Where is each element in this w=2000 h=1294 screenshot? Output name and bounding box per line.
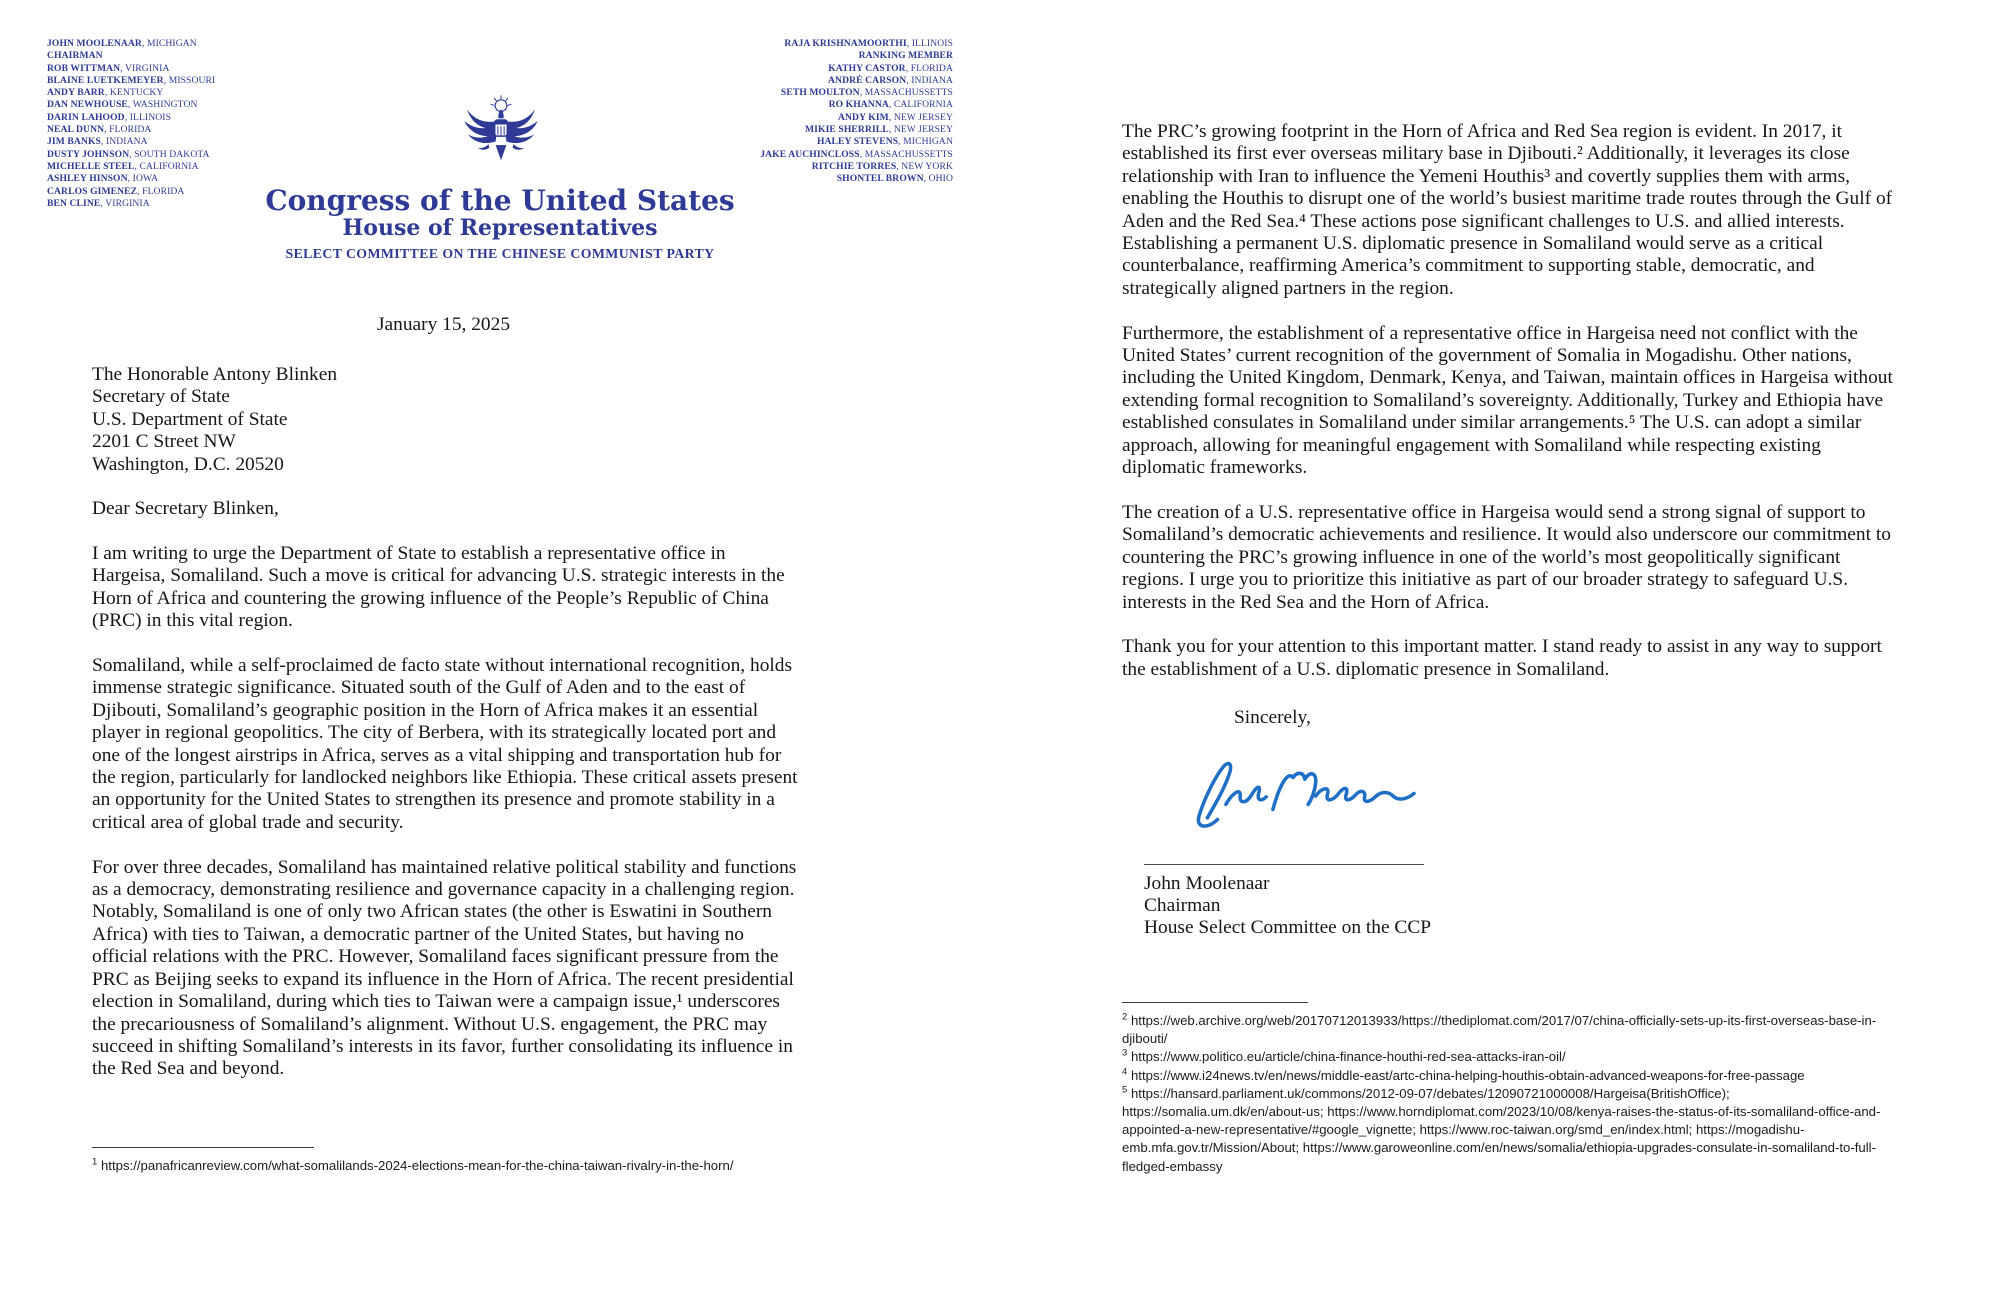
footnote-mark: 1 (92, 1156, 98, 1168)
member-name: RO KHANNA (828, 99, 889, 111)
member-name: JIM BANKS (47, 136, 101, 148)
footnote-text: https://www.politico.eu/article/china-finance-houthi-red-sea-attacks-iran-oil/ (1130, 1049, 1566, 1065)
member-name: BLAINE LUETKEMEYER (47, 74, 164, 86)
member-name: ASHLEY HINSON (47, 173, 128, 185)
member-name: BEN CLINE (47, 197, 101, 209)
recipient-line: 2201 C Street NW (92, 431, 236, 453)
member-row (760, 87, 953, 99)
signature-rule (1144, 864, 1424, 865)
footnotes-list (1122, 1012, 1897, 1176)
member-name: MIKIE SHERRILL (805, 124, 889, 136)
footnote (92, 1157, 882, 1175)
body-paragraph: Furthermore, the establishment of a representative office in Hargeisa need not conflict with the United States’ current recognition of the government of Somalia in Mogadishu. Other nations, including the United Kingdom, Denmark, Kenya, and Taiwan, maintain offices in Hargeisa without extending formal recognition to Somaliland’s sovereignty. Additionally, Turkey and Ethiopia have established consulates in Somaliland under similar arrangements.⁵ The U.S. can adopt a similar approach, allowing for meaningful engagement with Somaliland while respecting existing diplomatic frameworks. (1122, 322, 1893, 479)
body-paragraph: I am writing to urge the Department of State to establish a representative office in Hargeisa, Somaliland. Such a move is critical for advancing U.S. strategic interests in the Horn of Africa and countering the growing influence of the People’s Republic of China (PRC) in this vital region. (92, 543, 785, 632)
letter-page-2 (1000, 0, 2000, 1294)
footnote-text: https://www.i24news.tv/en/news/middle-east/artc-china-helping-houthis-obtain-advanced-weapons-for-free-passage (1130, 1067, 1805, 1083)
member-state: , MICHIGAN (142, 38, 197, 49)
member-name: CARLOS GIMENEZ (47, 185, 138, 197)
member-state: , FLORIDA (104, 124, 151, 135)
member-name: NEAL DUNN (47, 124, 105, 136)
recipient-line: Washington, D.C. 20520 (92, 453, 284, 475)
member-row (47, 87, 215, 99)
footnote (1122, 1067, 1897, 1085)
body-paragraph: Somaliland, while a self-proclaimed de facto state without international recognition, holds immense strategic significance. Situated south of the Gulf of Aden and to the east of Djibouti, Somaliland’s geographic position in the Horn of Africa makes it an essential player in regional geopolitics. The city of Berbera, with its strategically located port and one of the longest airstrips in Africa, serves as a vital shipping and transportation hub for the region, particularly for landlocked neighbors like Ethiopia. These critical assets present an opportunity for the United States to strengthen its presence and promote stability in a critical area of global trade and security. (92, 655, 798, 833)
footnotes-page-2 (1122, 1002, 1897, 1176)
recipient-line: The Honorable Antony Blinken (92, 364, 338, 385)
member-row (47, 99, 215, 111)
member-row (760, 112, 953, 124)
member-name: SHONTEL BROWN (836, 173, 924, 185)
member-row (760, 161, 953, 173)
member-name: ANDY BARR (47, 87, 105, 99)
member-row (47, 149, 215, 161)
member-state: , OHIO (924, 173, 953, 184)
congress-seal-eagle-icon (456, 94, 546, 180)
footnote-text: https://hansard.parliament.uk/commons/2012-09-07/debates/12090721000008/Hargeisa(BritishOffice); https://somalia.um.dk/en/about-us; https://www.horndiplomat.com/2023/10/08/kenya-raises-the-status-of-its-somaliland-office-and-appointed-a-new-representative/#google_vignette; https://www.roc-taiwan.org/smd_en/index.html; https://mogadishu-emb.mfa.gov.tr/Mission/About; https://www.garoweonline.com/en/news/somalia/ethiopia-upgrades-consulate-in-somaliland-to-full-fledged-embassy (1122, 1085, 1881, 1174)
member-name: KATHY CASTOR (828, 62, 906, 74)
body-paragraph: The creation of a U.S. representative office in Hargeisa would send a strong signal of support to Somaliland’s democratic achievements and resilience. It would also underscore our commitment to countering the PRC’s growing influence in one of the world’s most geopolitically significant regions. I urge you to prioritize this initiative as part of our broader strategy to safeguard U.S. interests in the Red Sea and the Horn of Africa. (1122, 501, 1891, 613)
closing-sincerely: Sincerely, (1234, 707, 1311, 729)
recipient-address-block (92, 364, 337, 476)
member-row (47, 124, 215, 136)
footnote-separator (92, 1147, 314, 1148)
letterhead-house-title: House of Representatives (342, 215, 658, 241)
member-name: DUSTY JOHNSON (47, 148, 130, 160)
member-state: , IOWA (128, 173, 158, 184)
member-row (47, 50, 215, 62)
footnote-mark: 4 (1122, 1066, 1128, 1078)
member-row (47, 136, 215, 148)
member-state: , CALIFORNIA (889, 99, 953, 110)
member-row (47, 75, 215, 87)
body-paragraph: Thank you for your attention to this important matter. I stand ready to assist in any way to support the establishment of a U.S. diplomatic presence in Somaliland. (1122, 636, 1882, 680)
member-row (47, 63, 215, 75)
member-row (760, 75, 953, 87)
salutation: Dear Secretary Blinken, (92, 498, 279, 519)
member-state: , ILLINOIS (907, 38, 953, 49)
member-state: , INDIANA (906, 75, 953, 86)
member-row (760, 38, 953, 50)
member-name: SETH MOULTON (780, 87, 860, 99)
member-name: DAN NEWHOUSE (47, 99, 128, 111)
member-state: , MASSACHUSSETTS (860, 87, 953, 98)
member-state: , MISSOURI (164, 75, 216, 86)
member-row (47, 161, 215, 173)
footnote-mark: 5 (1122, 1084, 1128, 1096)
member-row (760, 149, 953, 161)
letterhead-congress-title: Congress of the United States (265, 184, 735, 217)
member-state: , WASHINGTON (128, 99, 198, 110)
footnote-mark: 2 (1122, 1011, 1128, 1023)
member-row (760, 124, 953, 136)
signatory-title: Chairman (1144, 894, 1221, 916)
member-name: HALEY STEVENS (816, 136, 899, 148)
member-state: , MICHIGAN (898, 136, 953, 147)
member-state: , FLORIDA (906, 63, 953, 74)
member-name: MICHELLE STEEL (47, 160, 135, 172)
footnote-mark: 3 (1122, 1048, 1128, 1060)
signatory-name: John Moolenaar (1144, 872, 1270, 894)
member-role: CHAIRMAN (47, 50, 103, 62)
member-name: ANDRÉ CARSON (828, 74, 907, 86)
member-row (760, 99, 953, 111)
signatory-organization: House Select Committee on the CCP (1144, 917, 1432, 939)
member-name: JOHN MOOLENAAR (47, 38, 142, 49)
member-name: RITCHIE TORRES (811, 160, 897, 172)
member-name: RAJA KRISHNAMOORTHI (784, 38, 907, 49)
body-paragraph: The PRC’s growing footprint in the Horn of Africa and Red Sea region is evident. In 2017, it established its first ever overseas military base in Djibouti.² Additionally, it leverages its close relationship with Iran to influence the Yemeni Houthis³ and covertly supplies them with arms, enabling the Houthis to disrupt one of the world’s busiest maritime trade routes through the Gulf of Aden and the Red Sea.⁴ These actions pose significant challenges to U.S. and allied interests. Establishing a permanent U.S. diplomatic presence in Somaliland would serve as a critical counterbalance, reaffirming America’s commitment to supporting stable, democratic, and strategically aligned partners in the region. (1122, 121, 1893, 299)
footnote (1122, 1048, 1897, 1066)
footnote (1122, 1085, 1897, 1176)
member-state: , VIRGINIA (120, 63, 169, 74)
member-name: ANDY KIM (838, 111, 889, 123)
member-row (760, 136, 953, 148)
member-state: , NEW JERSEY (889, 112, 953, 123)
committee-members-minority-list (760, 38, 953, 186)
member-state: , NEW JERSEY (889, 124, 953, 135)
member-state: , INDIANA (101, 136, 148, 147)
member-row (47, 112, 215, 124)
member-state: , NEW YORK (896, 161, 953, 172)
member-role: RANKING MEMBER (858, 50, 953, 62)
member-state: , KENTUCKY (105, 87, 164, 98)
footnotes-page-1 (92, 1157, 882, 1175)
member-row (760, 50, 953, 62)
footnote (1122, 1012, 1897, 1048)
footnote-text: https://panafricanreview.com/what-somalilands-2024-elections-mean-for-the-china-taiwan-rivalry-in-the-horn/ (100, 1158, 734, 1173)
recipient-line: Secretary of State (92, 386, 230, 408)
member-state: , MASSACHUSSETTS (860, 149, 953, 160)
recipient-line: U.S. Department of State (92, 408, 288, 430)
letter-body-page-1 (92, 543, 798, 1103)
member-state: , ILLINOIS (125, 112, 171, 123)
member-row (47, 38, 215, 50)
letter-body-page-2 (1122, 121, 1897, 940)
member-state: , SOUTH DAKOTA (129, 149, 209, 160)
member-row (760, 63, 953, 75)
member-state: , VIRGINIA (100, 198, 149, 209)
letter-date: January 15, 2025 (377, 314, 511, 335)
footnote-separator (1122, 1002, 1308, 1003)
body-paragraph: For over three decades, Somaliland has maintained relative political stability and functions as a democracy, demonstrating resilience and governance capacity in a challenging region. Notably, Somaliland is one of only two African states (the other is Eswatini in Southern Africa) with ties to Taiwan, a democratic partner of the United States, but having no official relations with the PRC. However, Somaliland faces significant pressure from the PRC as Beijing seeks to expand its influence in the Horn of Africa. The recent presidential election in Somaliland, during which ties to Taiwan were a campaign issue,¹ underscores the precariousness of Somaliland’s alignment. Without U.S. engagement, the PRC may succeed in shifting Somaliland’s interests in its favor, further consolidating its influence in the Red Sea and beyond. (92, 856, 797, 1080)
footnote-text: https://web.archive.org/web/20170712013933/https://thediplomat.com/2017/07/china-officially-sets-up-its-first-overseas-base-in-djibouti/ (1122, 1013, 1877, 1047)
member-name: ROB WITTMAN (47, 62, 121, 74)
member-name: DARIN LAHOOD (47, 111, 125, 123)
signature-script (1174, 754, 1439, 838)
letterhead-committee-title: SELECT COMMITTEE ON THE CHINESE COMMUNIST PARTY (285, 246, 715, 261)
member-state: , FLORIDA (137, 186, 184, 197)
member-name: JAKE AUCHINCLOSS (760, 148, 860, 160)
member-state: , CALIFORNIA (135, 161, 199, 172)
